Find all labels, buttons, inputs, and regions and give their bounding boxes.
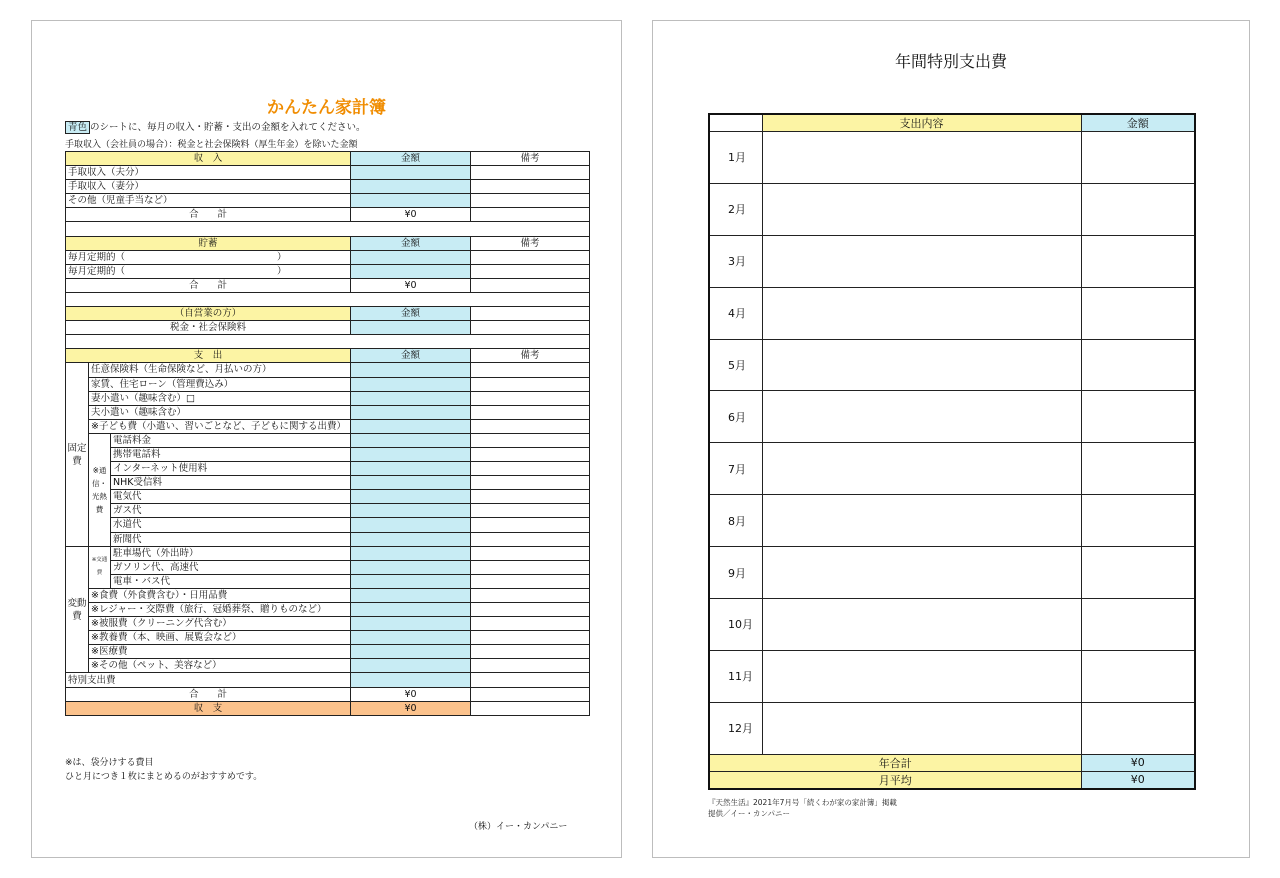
expense-row-label: ※被服費（クリーニング代含む）	[89, 617, 351, 631]
table-row	[66, 673, 590, 687]
amount-input[interactable]	[351, 180, 471, 194]
expense-row-label: ガス代	[111, 504, 351, 518]
amount-input[interactable]	[1081, 599, 1195, 651]
expense-row-label: 電話料金	[111, 433, 351, 447]
footnotes	[65, 756, 262, 784]
amount-input[interactable]	[1081, 547, 1195, 599]
amount-input[interactable]	[351, 532, 471, 546]
notes-input[interactable]	[471, 194, 590, 208]
income-notes-header: 備考	[471, 152, 590, 166]
table-row	[66, 588, 590, 602]
month-label: 5月	[709, 339, 762, 391]
expense-row-label: ※子ども費（小遣い、習いごとなど、子どもに関する出費）	[89, 419, 351, 433]
expense-row-label: 新聞代	[111, 532, 351, 546]
amount-input[interactable]	[351, 673, 471, 687]
notes-input[interactable]	[471, 166, 590, 180]
month-row	[709, 287, 1195, 339]
blue-color-tag: 青色	[65, 121, 90, 134]
amount-input[interactable]	[351, 447, 471, 461]
amount-input[interactable]	[351, 574, 471, 588]
amount-input[interactable]	[1081, 702, 1195, 754]
month-row	[709, 132, 1195, 184]
notes-input[interactable]	[471, 462, 590, 476]
table-row	[66, 560, 590, 574]
annual-total-value: ¥0	[1081, 754, 1195, 771]
content-input[interactable]	[762, 235, 1081, 287]
amount-input[interactable]	[351, 194, 471, 208]
content-input[interactable]	[762, 287, 1081, 339]
amount-input[interactable]	[351, 363, 471, 377]
expenses-total-value: ¥0	[351, 687, 471, 701]
notes-input[interactable]	[471, 560, 590, 574]
notes-input[interactable]	[471, 673, 590, 687]
amount-input[interactable]	[351, 166, 471, 180]
month-row	[709, 443, 1195, 495]
expenses-notes-header: 備考	[471, 349, 590, 363]
expense-row-label: ※教養費（本、映画、展覧会など）	[89, 631, 351, 645]
content-input[interactable]	[762, 339, 1081, 391]
notes-input[interactable]	[471, 574, 590, 588]
amount-input[interactable]	[351, 645, 471, 659]
table-row	[66, 518, 590, 532]
month-label: 2月	[709, 183, 762, 235]
amount-input[interactable]	[1081, 443, 1195, 495]
savings-total-value: ¥0	[351, 278, 471, 292]
expense-row-label: ※食費（外食費含む）・日用品費	[89, 588, 351, 602]
notes-input[interactable]	[471, 377, 590, 391]
amount-input[interactable]	[1081, 391, 1195, 443]
content-input[interactable]	[762, 132, 1081, 184]
amount-input[interactable]	[351, 546, 471, 560]
table-row	[66, 180, 590, 194]
expense-row-label: 電車・バス代	[111, 574, 351, 588]
amount-input[interactable]	[351, 560, 471, 574]
notes-input[interactable]	[471, 264, 590, 278]
table-row	[66, 546, 590, 560]
amount-input[interactable]	[351, 603, 471, 617]
selfemployed-row-label: 税金・社会保険料	[66, 321, 351, 335]
income-header: 収 入	[66, 152, 351, 166]
table-row	[66, 645, 590, 659]
expense-row-label: ※その他（ペット、美容など）	[89, 659, 351, 673]
table-row	[66, 166, 590, 180]
amount-input[interactable]	[351, 264, 471, 278]
annual-special-expense-sheet	[652, 20, 1250, 858]
notes-input[interactable]	[471, 447, 590, 461]
content-input[interactable]	[762, 495, 1081, 547]
amount-input[interactable]	[1081, 183, 1195, 235]
intro-note: 手取収入（会社員の場合）：税金と社会保険料（厚生年金）を除いた金額	[65, 140, 358, 150]
table-row	[66, 574, 590, 588]
table-row	[66, 419, 590, 433]
expense-row-label: ※レジャー・交際費（旅行、冠婚葬祭、贈りものなど）	[89, 603, 351, 617]
income-row-label: その他（児童手当など）	[66, 194, 351, 208]
content-input[interactable]	[762, 599, 1081, 651]
table-row	[66, 532, 590, 546]
notes-input[interactable]	[471, 631, 590, 645]
utility-label: ※通信・光熱費	[89, 433, 111, 546]
special-expense-label: 特別支出費	[66, 673, 351, 687]
income-row-label: 手取収入（妻分）	[66, 180, 351, 194]
expense-row-label: 携帯電話料	[111, 447, 351, 461]
annual-expense-table	[708, 113, 1196, 790]
month-label: 4月	[709, 287, 762, 339]
expense-row-label: 夫小遣い（趣味含む）	[89, 405, 351, 419]
table-row	[66, 617, 590, 631]
company-name: （株）イー・カンパニー	[469, 822, 568, 832]
month-row	[709, 547, 1195, 599]
month-label: 12月	[709, 702, 762, 754]
month-label: 3月	[709, 235, 762, 287]
savings-amount-header: 金額	[351, 236, 471, 250]
notes-input[interactable]	[471, 180, 590, 194]
table-row	[66, 264, 590, 278]
amount-input[interactable]	[1081, 235, 1195, 287]
amount-input[interactable]	[351, 631, 471, 645]
notes-input[interactable]	[471, 391, 590, 405]
intro-text	[65, 121, 366, 134]
selfemployed-amount-header: 金額	[351, 307, 471, 321]
amount-input[interactable]	[351, 518, 471, 532]
table-row	[66, 194, 590, 208]
notes-input[interactable]	[471, 476, 590, 490]
notes-input[interactable]	[471, 546, 590, 560]
amount-input[interactable]	[351, 588, 471, 602]
notes-input[interactable]	[471, 490, 590, 504]
credit-provider: 提供／イー・カンパニー	[708, 809, 790, 818]
amount-input[interactable]	[351, 391, 471, 405]
table-row	[66, 490, 590, 504]
savings-header: 貯蓄	[66, 236, 351, 250]
month-row	[709, 339, 1195, 391]
month-row	[709, 650, 1195, 702]
amount-input[interactable]	[351, 321, 471, 335]
notes-input[interactable]	[471, 504, 590, 518]
notes-input[interactable]	[471, 659, 590, 673]
month-row	[709, 391, 1195, 443]
credit	[708, 797, 897, 819]
intro-instruction: のシートに、毎月の収入・貯蓄・支出の金額を入れてください。	[90, 122, 366, 133]
table-row	[66, 476, 590, 490]
income-total-label: 合 計	[66, 208, 351, 222]
income-total-value: ¥0	[351, 208, 471, 222]
table-row	[66, 250, 590, 264]
sheet-title: かんたん家計簿	[267, 98, 386, 118]
amount-input[interactable]	[351, 250, 471, 264]
monthly-average-value: ¥0	[1081, 771, 1195, 789]
balance-label: 収 支	[66, 701, 351, 715]
table-row	[66, 659, 590, 673]
content-header: 支出内容	[762, 114, 1081, 132]
variable-cost-label: 変動費	[66, 546, 89, 673]
expenses-total-label: 合 計	[66, 687, 351, 701]
savings-row-label: 毎月定期的（ ）	[66, 264, 351, 278]
expense-row-label: 駐車場代（外出時）	[111, 546, 351, 560]
table-row	[66, 391, 590, 405]
annual-total-label: 年合計	[709, 754, 1081, 771]
amount-input[interactable]	[351, 462, 471, 476]
savings-row-label: 毎月定期的（ ）	[66, 250, 351, 264]
savings-total-label: 合 計	[66, 278, 351, 292]
table-row	[66, 321, 590, 335]
table-row	[66, 377, 590, 391]
month-label: 7月	[709, 443, 762, 495]
content-input[interactable]	[762, 391, 1081, 443]
month-row	[709, 702, 1195, 754]
household-budget-sheet	[31, 20, 622, 858]
footnote-recommend: ひと月につき１枚にまとめるのがおすすめです。	[65, 772, 263, 782]
month-label: 6月	[709, 391, 762, 443]
table-row	[66, 603, 590, 617]
monthly-average-label: 月平均	[709, 771, 1081, 789]
expense-row-label: 妻小遣い（趣味含む）□	[89, 391, 351, 405]
savings-notes-header: 備考	[471, 236, 590, 250]
table-row	[66, 631, 590, 645]
balance-value: ¥0	[351, 701, 471, 715]
month-row	[709, 495, 1195, 547]
amount-input[interactable]	[351, 476, 471, 490]
notes-input[interactable]	[471, 250, 590, 264]
month-label: 10月	[709, 599, 762, 651]
amount-input[interactable]	[1081, 650, 1195, 702]
notes-input[interactable]	[471, 617, 590, 631]
amount-input[interactable]	[1081, 339, 1195, 391]
table-row	[66, 405, 590, 419]
month-row	[709, 599, 1195, 651]
content-input[interactable]	[762, 702, 1081, 754]
notes-input[interactable]	[471, 532, 590, 546]
expense-row-label: ガソリン代、高速代	[111, 560, 351, 574]
expense-row-label: 家賃、住宅ローン（管理費込み）	[89, 377, 351, 391]
amount-input[interactable]	[1081, 287, 1195, 339]
notes-input[interactable]	[471, 518, 590, 532]
amount-input[interactable]	[351, 504, 471, 518]
fixed-cost-label: 固定費	[66, 363, 89, 546]
month-row	[709, 235, 1195, 287]
expenses-header: 支 出	[66, 349, 351, 363]
amount-input[interactable]	[351, 659, 471, 673]
amount-input[interactable]	[351, 490, 471, 504]
expense-row-label: ※医療費	[89, 645, 351, 659]
table-row	[66, 363, 590, 377]
amount-input[interactable]	[351, 419, 471, 433]
amount-input[interactable]	[351, 433, 471, 447]
annual-sheet-title: 年間特別支出費	[894, 52, 1007, 71]
notes-input[interactable]	[471, 645, 590, 659]
notes-input[interactable]	[471, 603, 590, 617]
expense-row-label: インターネット使用料	[111, 462, 351, 476]
selfemployed-header: （自営業の方）	[66, 307, 351, 321]
table-row	[66, 447, 590, 461]
table-row	[66, 433, 590, 447]
month-label: 9月	[709, 547, 762, 599]
notes-input[interactable]	[471, 433, 590, 447]
content-input[interactable]	[762, 650, 1081, 702]
expense-row-label: 任意保険料（生命保険など、月払いの方）	[89, 363, 351, 377]
amount-input[interactable]	[1081, 495, 1195, 547]
transport-label: ※交通費	[89, 546, 111, 588]
table-row	[66, 462, 590, 476]
amount-input[interactable]	[351, 405, 471, 419]
notes-input[interactable]	[471, 419, 590, 433]
month-label: 1月	[709, 132, 762, 184]
content-input[interactable]	[762, 443, 1081, 495]
amount-header: 金額	[1081, 114, 1195, 132]
content-input[interactable]	[762, 183, 1081, 235]
amount-input[interactable]	[1081, 132, 1195, 184]
notes-input[interactable]	[471, 363, 590, 377]
amount-input[interactable]	[351, 377, 471, 391]
table-row	[66, 504, 590, 518]
credit-publication: 『天然生活』2021年7月号「続くわが家の家計簿」掲載	[708, 798, 897, 807]
content-input[interactable]	[762, 547, 1081, 599]
income-row-label: 手取収入（夫分）	[66, 166, 351, 180]
month-label: 11月	[709, 650, 762, 702]
income-amount-header: 金額	[351, 152, 471, 166]
footnote-envelope: ※は、袋分けする費目	[65, 758, 154, 768]
notes-input[interactable]	[471, 588, 590, 602]
amount-input[interactable]	[351, 617, 471, 631]
expenses-amount-header: 金額	[351, 349, 471, 363]
notes-input[interactable]	[471, 405, 590, 419]
month-label: 8月	[709, 495, 762, 547]
expense-row-label: 電気代	[111, 490, 351, 504]
expense-row-label: 水道代	[111, 518, 351, 532]
budget-table	[65, 151, 590, 716]
month-row	[709, 183, 1195, 235]
expense-row-label: NHK受信料	[111, 476, 351, 490]
